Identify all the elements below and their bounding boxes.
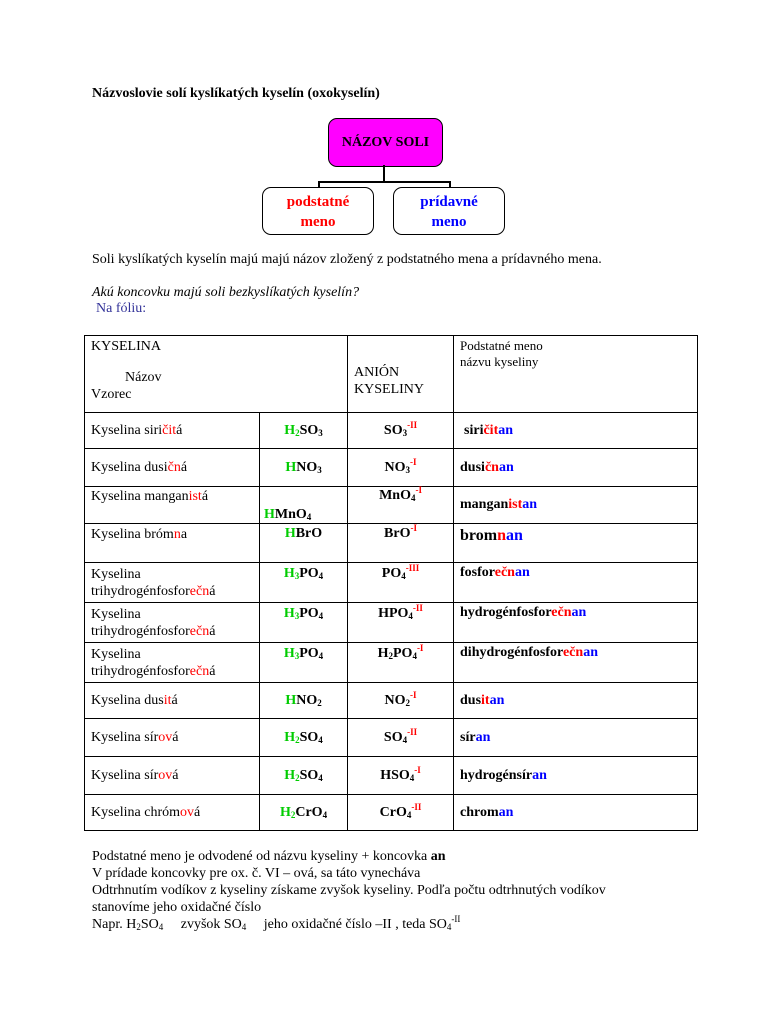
salt-suffix: čn (484, 459, 499, 475)
anion (348, 487, 454, 524)
anion-subscript: 4 (410, 493, 416, 503)
formula-o-count: 3 (318, 427, 323, 438)
anion-formula: PO (381, 566, 402, 581)
formula-h: H (283, 566, 295, 581)
note-5-sub2: 4 (158, 922, 164, 932)
anion (348, 524, 454, 563)
salt-stem: sír (460, 729, 476, 745)
acid-formula (260, 603, 348, 643)
table-row (85, 487, 698, 524)
note-5-sub4: 4 (446, 922, 452, 932)
salt-name (454, 449, 698, 487)
table-row (85, 643, 698, 683)
salt-ending: an (498, 459, 514, 475)
acid-name (85, 603, 260, 643)
formula-rest: PO (299, 646, 319, 661)
formula-rest: SO (299, 767, 319, 783)
acid-suffix: ečn (189, 583, 210, 599)
acid-formula (260, 449, 348, 487)
header-podstatne-line1: Podstatné meno (460, 338, 543, 353)
acid-stem: Kyselina sír (91, 768, 159, 783)
salt-name (454, 795, 698, 831)
formula-h-count: 2 (295, 427, 300, 438)
note-line-1-bold: an (430, 849, 446, 864)
right-box-line1: prídavné (420, 194, 478, 210)
acid-stem: Kyselina trihydrogénfosfor (91, 606, 190, 639)
right-box-line2: meno (431, 214, 467, 230)
formula-o-count: 4 (318, 772, 323, 783)
table-row (85, 757, 698, 795)
salt-name (454, 413, 698, 449)
note-5-b: SO (140, 917, 159, 932)
anion-subscript: 2 (405, 697, 411, 708)
acid-ending: á (172, 768, 179, 783)
salt-name (454, 524, 698, 563)
acid-formula (260, 563, 348, 603)
note-line-2: V prídade koncovky pre ox. č. VI – ová, sa táto vynecháva (92, 866, 421, 881)
anion (348, 563, 454, 603)
acid-name (85, 643, 260, 683)
salt-suffix: it (481, 692, 490, 708)
anion-formula: SO (383, 729, 403, 745)
acid-stem: Kyselina bróm (91, 527, 174, 542)
formula-h-count: 3 (294, 651, 300, 661)
salt-ending: an (522, 497, 538, 512)
formula-h-count: 2 (295, 734, 300, 745)
anion-formula: BrO (384, 526, 411, 541)
anion-charge: -II (411, 801, 422, 812)
note-5-c: zvyšok SO (163, 917, 242, 932)
note-5-a: Napr. H (92, 917, 137, 932)
formula-h: H (279, 804, 291, 820)
anion-subscript-2: 4 (412, 651, 417, 661)
acid-suffix: ov (158, 730, 173, 745)
anion-formula: CrO (379, 804, 407, 820)
anion-subscript: 4 (401, 571, 406, 581)
note-5-sub3: 4 (241, 922, 247, 932)
anion-charge: -III (405, 563, 420, 573)
acid-ending: á (209, 623, 216, 639)
table-row (85, 449, 698, 487)
formula-rest: BrO (295, 526, 323, 541)
header-kyselina-label: KYSELINA (91, 339, 161, 354)
acid-name (85, 683, 260, 719)
root-box: NÁZOV SOLI (328, 118, 443, 167)
acid-suffix: ov (158, 768, 173, 783)
anion-formula: NO (384, 459, 406, 475)
acid-formula (260, 643, 348, 683)
salt-name (454, 683, 698, 719)
formula-rest: MnO (274, 507, 307, 522)
acid-name (85, 524, 260, 563)
salt-stem: dusi (460, 459, 485, 475)
salt-stem: hydrogénsír (460, 767, 533, 783)
acid-suffix: čn (167, 460, 181, 475)
formula-rest: NO (296, 692, 318, 708)
salt-name (454, 563, 698, 603)
acid-ending: á (171, 693, 178, 708)
anion (348, 449, 454, 487)
table-row (85, 563, 698, 603)
header-podstatne-line2: názvu kyseliny (460, 354, 539, 369)
anion-subscript: 4 (406, 809, 412, 820)
anion-charge: -I (410, 689, 417, 700)
note-line-1 (92, 848, 606, 865)
anion-charge: -II (407, 726, 418, 737)
salt-suffix: ečn (494, 565, 515, 580)
acid-ending: á (180, 460, 188, 475)
acid-ending: á (172, 730, 179, 745)
anion (348, 683, 454, 719)
anion (348, 719, 454, 757)
header-podstatne-meno (454, 336, 698, 413)
salt-stem: brom (460, 527, 498, 544)
table-header-row (85, 336, 698, 413)
formula-h: H (285, 459, 297, 475)
note-5-sup: -II (451, 914, 461, 924)
intro-sentence: Soli kyslíkatých kyselín majú majú názov zložený z podstatného mena a prídavného mena. (92, 252, 602, 267)
acid-stem: Kyselina sír (91, 730, 159, 745)
salt-ending: an (583, 645, 598, 660)
acid-suffix: n (173, 527, 181, 542)
anion-charge: -II (407, 419, 418, 430)
salts-table (84, 335, 698, 831)
formula-o-count: 3 (317, 464, 322, 475)
acid-name (85, 719, 260, 757)
anion-formula: HPO (378, 606, 409, 621)
formula-rest: NO (296, 459, 318, 475)
acid-stem: Kyselina mangan (91, 489, 189, 504)
connector-horizontal (318, 181, 451, 183)
anion-charge: -I (410, 523, 417, 533)
note-5-d: jeho oxidačné číslo –II , teda SO (246, 917, 447, 932)
table-row (85, 719, 698, 757)
formula-rest: PO (299, 606, 319, 621)
acid-ending: á (209, 583, 216, 599)
formula-h-count: 2 (295, 772, 300, 783)
acid-formula (260, 795, 348, 831)
acid-name (85, 487, 260, 524)
acid-ending: á (201, 489, 209, 504)
salt-suffix: n (497, 527, 506, 544)
header-kyselina (85, 336, 348, 413)
note-5-sub1: 2 (136, 922, 141, 932)
salt-ending: an (475, 729, 491, 745)
acid-suffix: it (163, 693, 172, 708)
header-anion (348, 336, 454, 413)
acid-stem: Kyselina trihydrogénfosfor (91, 646, 190, 679)
note-line-4: stanovíme jeho oxidačné číslo (92, 900, 262, 915)
acid-suffix: ečn (189, 663, 210, 679)
salt-ending: an (489, 692, 505, 708)
salt-suffix: čit (483, 422, 499, 438)
notes (92, 848, 606, 933)
salt-suffix: ečn (562, 645, 584, 660)
table-row (85, 603, 698, 643)
anion-formula: SO (383, 422, 403, 438)
table-row (85, 524, 698, 563)
acid-name (85, 449, 260, 487)
note-line-3: Odtrhnutím vodíkov z kyseliny získame zvyšok kyseliny. Podľa počtu odtrhnutých vodíkov (92, 883, 606, 898)
left-box-line1: podstatné (286, 194, 350, 210)
salt-ending: an (514, 565, 530, 580)
acid-name (85, 757, 260, 795)
acid-stem: Kyselina dus (91, 693, 164, 708)
acid-name (85, 563, 260, 603)
acid-stem: Kyselina siri (91, 423, 163, 438)
anion-charge: -I (415, 485, 422, 495)
formula-o-count: 2 (317, 697, 322, 708)
salt-ending: an (498, 804, 514, 820)
acid-formula (260, 487, 348, 524)
acid-suffix-2: t (172, 423, 177, 438)
salt-stem: chrom (460, 804, 499, 820)
formula-o-count: 4 (318, 734, 323, 745)
salt-ending: an (532, 767, 547, 783)
salt-suffix: ečn (551, 605, 572, 620)
salt-ending: an (505, 527, 523, 544)
acid-formula (260, 524, 348, 563)
acid-formula (260, 683, 348, 719)
formula-h: H (283, 646, 295, 661)
acid-ending: á (209, 663, 216, 679)
acid-suffix: ov (180, 805, 195, 820)
anion-charge: -II (412, 603, 423, 613)
header-anion-line2: KYSELINY (354, 382, 425, 397)
table-row (85, 413, 698, 449)
salt-stem: siri (464, 422, 484, 438)
salt-name (454, 603, 698, 643)
anion-charge: -I (410, 456, 417, 467)
anion (348, 757, 454, 795)
acid-name (85, 413, 260, 449)
right-box-pridavne-meno (393, 187, 505, 235)
anion-subscript: 2 (388, 651, 393, 661)
formula-rest: SO (299, 729, 319, 745)
salt-name (454, 757, 698, 795)
salt-name (454, 643, 698, 683)
formula-h-count: 2 (290, 809, 296, 820)
anion (348, 603, 454, 643)
salt-stem: hydrogénfosfor (460, 605, 552, 620)
table-row (85, 683, 698, 719)
anion-subscript: 4 (402, 734, 408, 745)
acid-formula (260, 757, 348, 795)
anion-formula: NO (384, 692, 406, 708)
header-vzorec-label: Vzorec (91, 387, 132, 402)
anion-formula: H (377, 646, 389, 661)
formula-o-count: 4 (306, 512, 312, 522)
acid-suffix: ist (188, 489, 202, 504)
acid-formula (260, 719, 348, 757)
header-nazov-label: Názov (125, 370, 162, 385)
anion-formula: HSO (380, 767, 410, 783)
anion-subscript: 4 (408, 611, 413, 621)
anion (348, 795, 454, 831)
table-row (85, 795, 698, 831)
formula-h-count: 3 (294, 611, 300, 621)
formula-h-count: 3 (294, 571, 300, 581)
anion (348, 643, 454, 683)
salt-name (454, 487, 698, 524)
salt-ending: an (571, 605, 587, 620)
salt-name (454, 719, 698, 757)
formula-h: H (284, 767, 296, 783)
anion-subscript: 4 (409, 772, 415, 783)
anion-subscript: 3 (405, 464, 411, 475)
formula-o-count: 4 (318, 651, 324, 661)
question: Akú koncovku majú soli bezkyslíkatých kyselín? (92, 285, 360, 300)
acid-ending: á (176, 423, 183, 438)
acid-stem: Kyselina trihydrogénfosfor (91, 566, 190, 599)
anion (348, 413, 454, 449)
anion-charge: -I (414, 764, 421, 775)
salt-stem: dihydrogénfosfor (460, 645, 563, 660)
page-title: Názvoslovie solí kyslíkatých kyselín (oxokyselín) (92, 86, 380, 101)
anion-formula: MnO (379, 488, 411, 503)
acid-stem: Kyselina chróm (91, 805, 181, 820)
anion-charge: -I (416, 643, 424, 653)
formula-o-count: 4 (318, 571, 324, 581)
formula-o-count: 4 (318, 611, 324, 621)
formula-h: H (284, 526, 296, 541)
formula-h: H (283, 606, 295, 621)
formula-h: H (264, 507, 275, 522)
formula-h: H (284, 729, 296, 745)
acid-name (85, 795, 260, 831)
na-foliu-label: Na fóliu: (96, 301, 147, 316)
connector-vertical-top (383, 165, 385, 182)
acid-ending: á (194, 805, 201, 820)
formula-h: H (284, 422, 296, 438)
formula-o-count: 4 (322, 809, 328, 820)
anion-subscript: 3 (402, 427, 408, 438)
salt-stem: dus (460, 692, 482, 708)
acid-formula (260, 413, 348, 449)
acid-suffix: či (162, 423, 173, 438)
salt-stem: mangan (460, 497, 509, 512)
salt-suffix: ist (508, 497, 523, 512)
formula-h: H (285, 692, 297, 708)
salt-stem: fosfor (460, 565, 495, 580)
salt-ending: an (498, 422, 514, 438)
note-line-5 (92, 916, 606, 933)
note-line-1-text: Podstatné meno je odvodené od názvu kyseliny + koncovka (92, 849, 431, 864)
acid-suffix: ečn (189, 623, 210, 639)
formula-rest: SO (299, 422, 319, 438)
acid-stem: Kyselina dusi (91, 460, 168, 475)
formula-rest: CrO (295, 804, 323, 820)
left-box-podstatne-meno (262, 187, 374, 235)
header-anion-line1: ANIÓN (354, 365, 400, 380)
formula-rest: PO (299, 566, 319, 581)
left-box-line2: meno (300, 214, 336, 230)
acid-ending: a (180, 527, 188, 542)
anion-formula-2: PO (392, 646, 413, 661)
